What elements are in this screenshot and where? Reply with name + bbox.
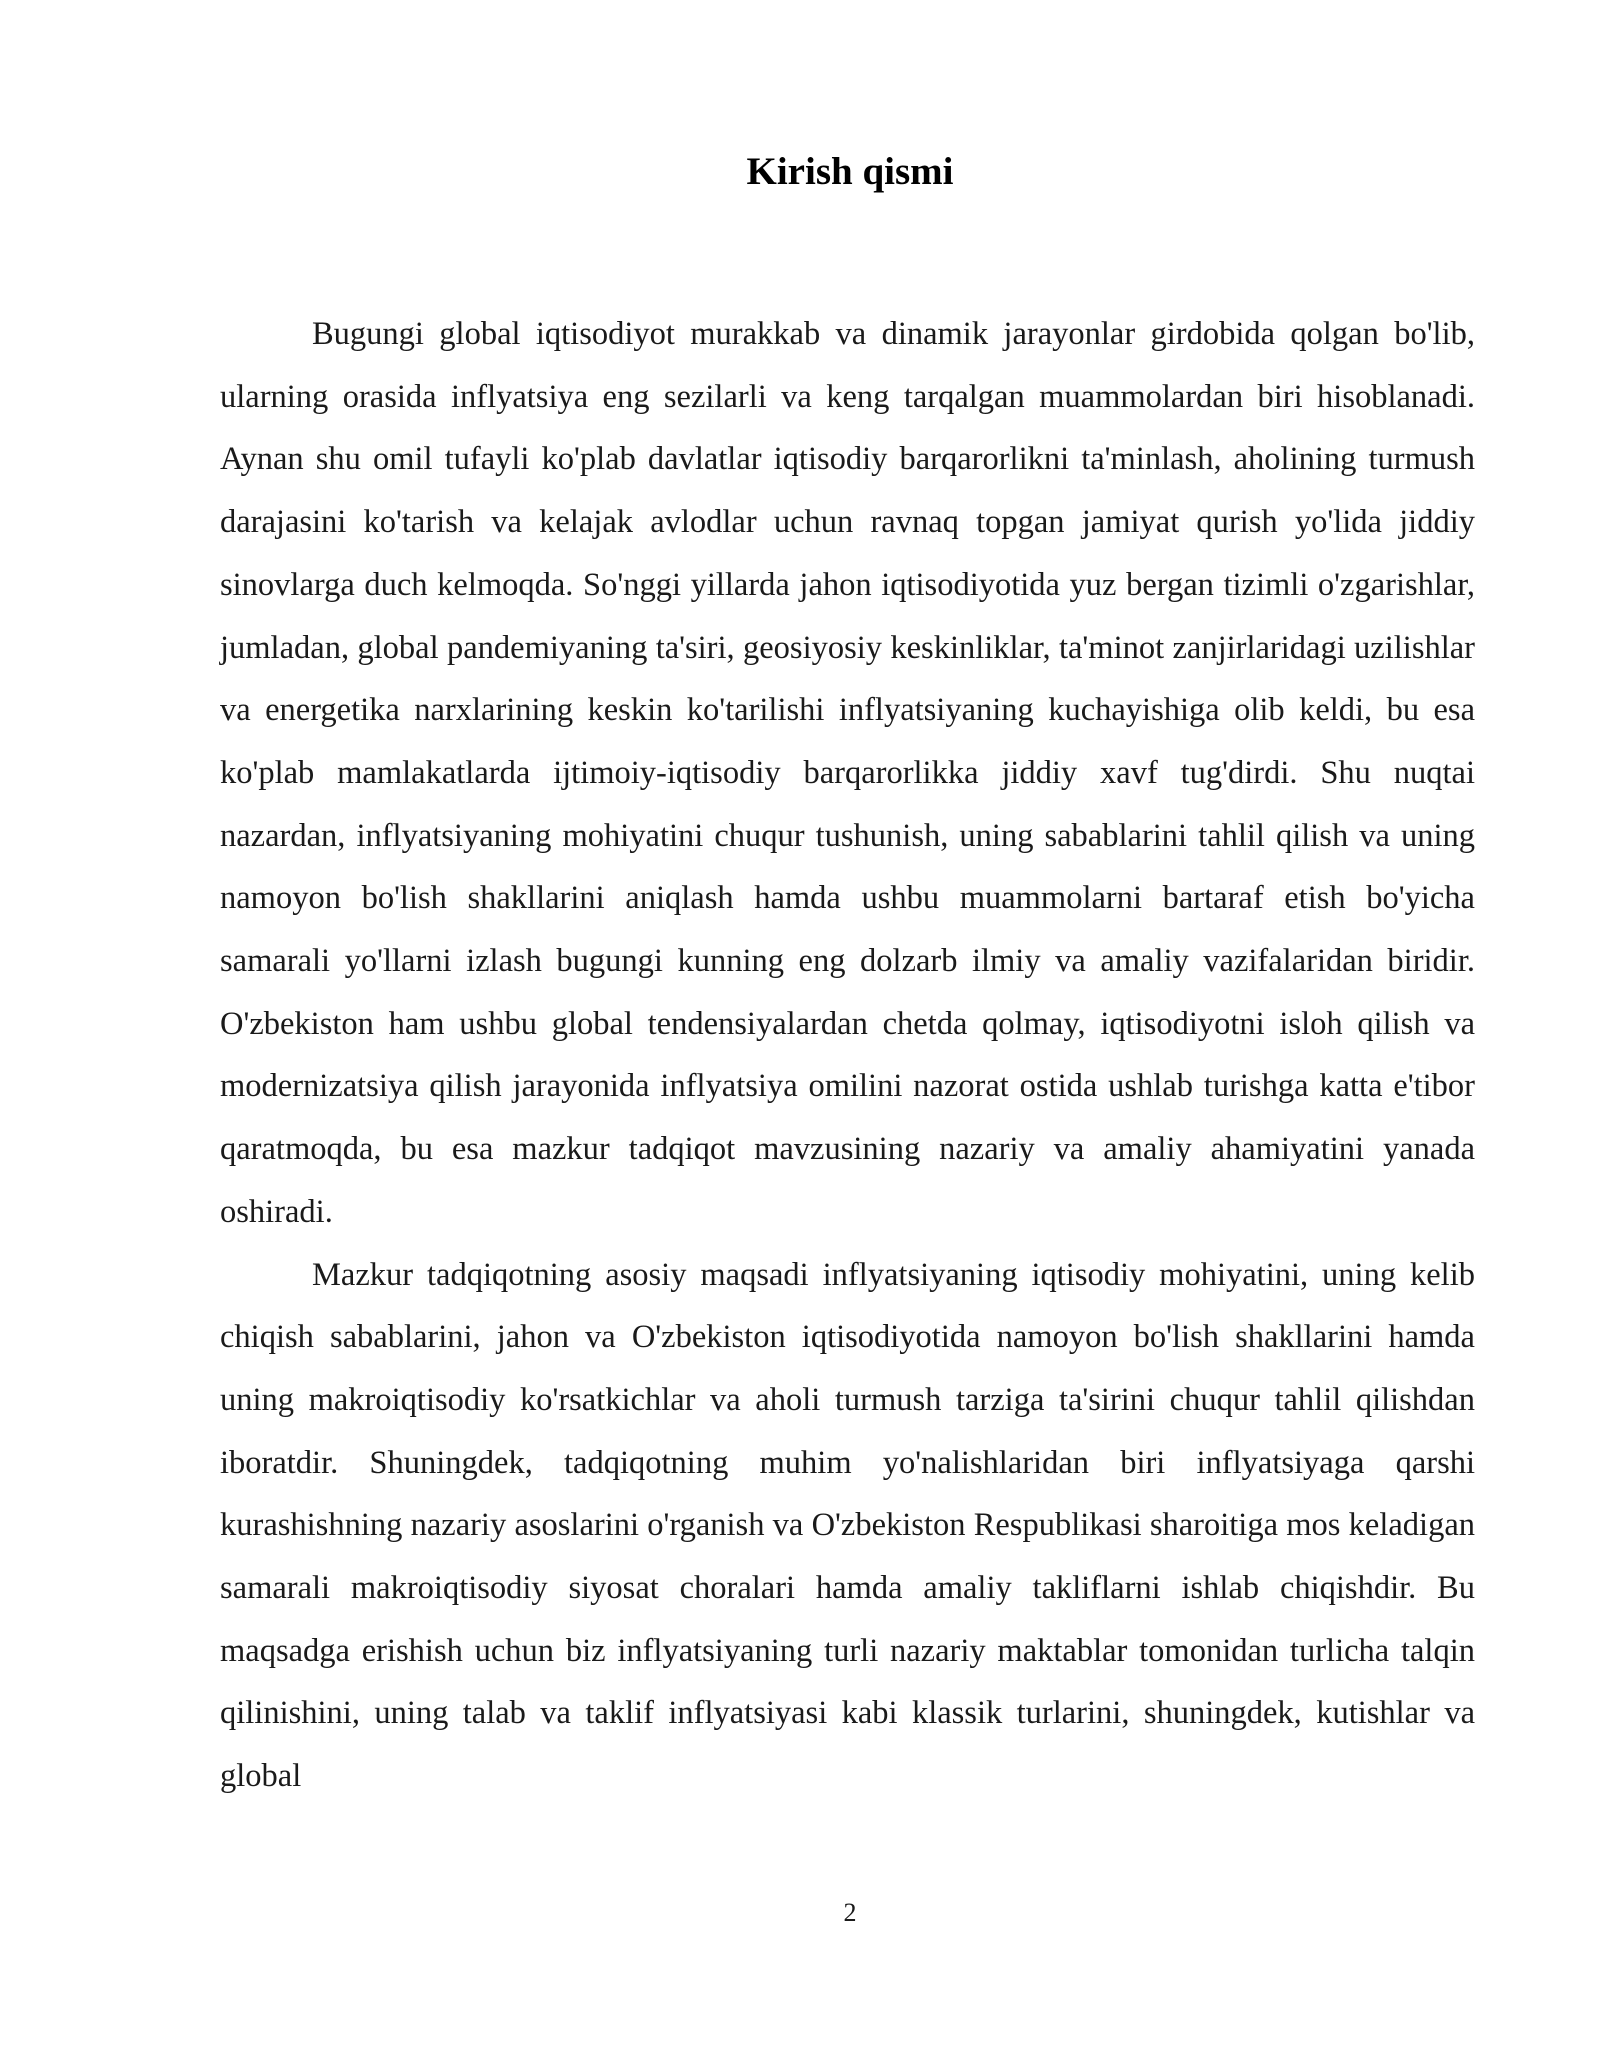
- body-text: [220, 303, 1475, 1808]
- page-title: Kirish qismi: [746, 150, 954, 193]
- paragraph-2: Mazkur tadqiqotning asosiy maqsadi inflyatsiyaning iqtisodiy mohiyatini, uning kelib chiqish sabablarini, jahon va O'zbekiston iqtisodiyotida namoyon bo'lish shakllarini hamda uning makroiqtisodiy ko'rsatkichlar va aholi turmush tarziga ta'sirini chuqur tahlil qilishdan iboratdir. Shuningdek, tadqiqotning muhim yo'nalishlaridan biri inflyatsiyaga qarshi kurashishning nazariy asoslarini o'rganish va O'zbekiston Respublikasi sharoitiga mos keladigan samarali makroiqtisodiy siyosat choralari hamda amaliy takliflarni ishlab chiqishdir. Bu maqsadga erishish uchun biz inflyatsiyaning turli nazariy maktablar tomonidan turlicha talqin qilinishini, uning talab va taklif inflyatsiyasi kabi klassik turlarini, shuningdek, kutishlar va global: [220, 1256, 1475, 1795]
- page-number: 2: [843, 1898, 857, 1927]
- paragraph-1: Bugungi global iqtisodiyot murakkab va dinamik jarayonlar girdobida qolgan bo'lib, ularning orasida inflyatsiya eng sezilarli va keng tarqalgan muammolardan biri hisoblanadi. Aynan shu omil tufayli ko'plab davlatlar iqtisodiy barqarorlikni ta'minlash, aholining turmush darajasini ko'tarish va kelajak avlodlar uchun ravnaq topgan jamiyat qurish yo'lida jiddiy sinovlarga duch kelmoqda. So'nggi yillarda jahon iqtisodiyotida yuz bergan tizimli o'zgarishlar, jumladan, global pandemiyaning ta'siri, geosiyosiy keskinliklar, ta'minot zanjirlaridagi uzilishlar va energetika narxlarining keskin ko'tarilishi inflyatsiyaning kuchayishiga olib keldi, bu esa ko'plab mamlakatlarda ijtimoiy-iqtisodiy barqarorlikka jiddiy xavf tug'dirdi. Shu nuqtai nazardan, inflyatsiyaning mohiyatini chuqur tushunish, uning sabablarini tahlil qilish va uning namoyon bo'lish shakllarini aniqlash hamda ushbu muammolarni bartaraf etish bo'yicha samarali yo'llarni izlash bugungi kunning eng dolzarb ilmiy va amaliy vazifalaridan biridir. O'zbekiston ham ushbu global tendensiyalardan chetda qolmay, iqtisodiyotni isloh qilish va modernizatsiya qilish jarayonida inflyatsiya omilini nazorat ostida ushlab turishga katta e'tibor qaratmoqda, bu esa mazkur tadqiqot mavzusining nazariy va amaliy ahamiyatini yanada oshiradi.: [220, 316, 1475, 1230]
